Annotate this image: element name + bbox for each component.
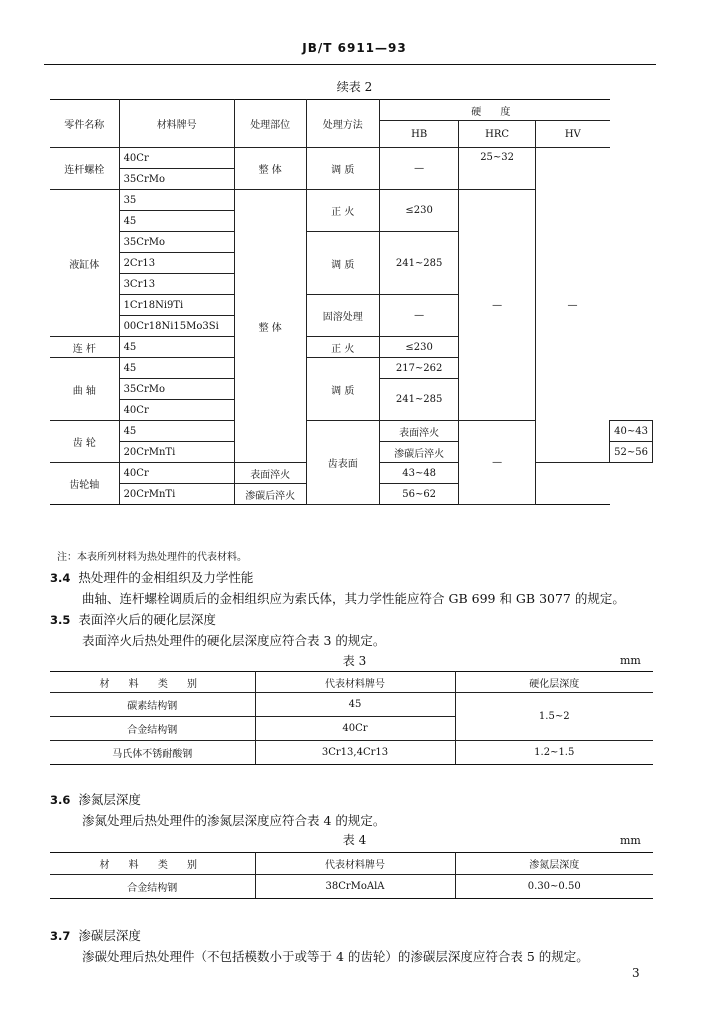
section-3-4-text: 曲轴、连杆螺栓调质后的金相组织应为索氏体，其力学性能应符合 GB 699 和 GB 3077 的规定。	[82, 591, 625, 606]
section-3-4-heading	[50, 568, 253, 586]
material-category-cell: 合金结构钢	[50, 717, 255, 741]
material-category-cell: 马氏体不锈耐酸钢	[50, 741, 255, 765]
material-cell: 45	[119, 421, 234, 442]
hrc-cell: 40~43	[610, 421, 653, 442]
depth-cell: 1.2~1.5	[455, 741, 653, 765]
rep-material-cell: 38CrMoAlA	[255, 875, 455, 899]
section-3-5-text: 表面淬火后热处理件的硬化层深度应符合表 3 的规定。	[82, 633, 386, 648]
method-cell: 正 火	[306, 337, 379, 358]
depth-cell: 0.30~0.50	[455, 875, 653, 899]
part-gear-shaft: 齿轮轴	[50, 463, 119, 505]
hb-cell: —	[459, 421, 536, 505]
material-category-cell: 合金结构钢	[50, 875, 255, 899]
hrc-cell: 25~32	[459, 148, 536, 190]
method-cell: 调 质	[306, 232, 379, 295]
hb-cell: ≤230	[380, 190, 459, 232]
header-material-category: 材 料 类 别	[50, 672, 255, 693]
method-cell: 渗碳后淬火	[380, 442, 459, 463]
section-number: 3.5	[50, 613, 71, 627]
table-4	[50, 852, 653, 899]
hb-cell: 241~285	[380, 379, 459, 421]
location-whole: 整 体	[234, 148, 306, 190]
material-cell: 2Cr13	[119, 253, 234, 274]
table3-unit: mm	[620, 654, 641, 667]
part-conrod-bolt: 连杆螺栓	[50, 148, 119, 190]
hb-cell: ≤230	[380, 337, 459, 358]
table2-note: 注：本表所列材料为热处理件的代表材料。	[57, 552, 247, 563]
section-number: 3.4	[50, 571, 71, 585]
method-cell: 正 火	[306, 190, 379, 232]
section-title: 表面淬火后的硬化层深度	[78, 612, 216, 627]
header-material-category: 材 料 类 别	[50, 853, 255, 875]
hb-cell: —	[380, 295, 459, 337]
table4-unit: mm	[620, 834, 641, 847]
hv-cell: —	[535, 148, 609, 463]
method-cell: 渗碳后淬火	[234, 484, 306, 505]
header-hb: HB	[380, 121, 459, 148]
section-3-7-heading	[50, 926, 141, 944]
material-cell: 45	[119, 211, 234, 232]
material-cell: 40Cr	[119, 463, 234, 484]
header-part: 零件名称	[50, 100, 119, 148]
hb-cell: 241~285	[380, 232, 459, 295]
material-cell: 20CrMnTi	[119, 442, 234, 463]
material-cell: 45	[119, 358, 234, 379]
method-cell: 调 质	[306, 148, 379, 190]
header-rep-material: 代表材料牌号	[255, 672, 455, 693]
table-3	[50, 671, 653, 765]
material-cell: 3Cr13	[119, 274, 234, 295]
hv-cell-empty	[535, 463, 609, 505]
part-conrod: 连 杆	[50, 337, 119, 358]
material-category-cell: 碳素结构钢	[50, 693, 255, 717]
section-3-6-heading	[50, 790, 141, 808]
table4-caption: 表 4	[342, 833, 367, 847]
page-number: 3	[632, 966, 640, 980]
depth-cell: 1.5~2	[455, 693, 653, 741]
section-3-6-text: 渗氮处理后热处理件的渗氮层深度应符合表 4 的规定。	[82, 813, 386, 828]
method-cell: 表面淬火	[234, 463, 306, 484]
section-title: 渗碳层深度	[78, 928, 141, 943]
section-title: 渗氮层深度	[78, 792, 141, 807]
rep-material-cell: 45	[255, 693, 455, 717]
material-cell: 35CrMo	[119, 232, 234, 253]
section-3-7-text: 渗碳处理后热处理件（不包括模数小于或等于 4 的齿轮）的渗碳层深度应符合表 5 的规定。	[82, 949, 589, 964]
material-cell: 40Cr	[119, 400, 234, 421]
hrc-cell: —	[459, 190, 536, 421]
part-cylinder: 液缸体	[50, 190, 119, 337]
header-location: 处理部位	[234, 100, 306, 148]
material-cell: 35CrMo	[119, 169, 234, 190]
section-number: 3.6	[50, 793, 71, 807]
hb-cell: —	[380, 148, 459, 190]
header-method: 处理方法	[306, 100, 379, 148]
table3-caption: 表 3	[342, 654, 367, 668]
header-rep-material: 代表材料牌号	[255, 853, 455, 875]
section-number: 3.7	[50, 929, 71, 943]
hrc-cell: 52~56	[610, 442, 653, 463]
rep-material-cell: 40Cr	[255, 717, 455, 741]
material-cell: 1Cr18Ni9Ti	[119, 295, 234, 316]
header-nitrided-depth: 渗氮层深度	[455, 853, 653, 875]
hb-cell: 217~262	[380, 358, 459, 379]
part-crankshaft: 曲 轴	[50, 358, 119, 421]
material-cell: 40Cr	[119, 148, 234, 169]
material-cell: 00Cr18Ni15Mo3Si	[119, 316, 234, 337]
material-cell: 35	[119, 190, 234, 211]
section-title: 热处理件的金相组织及力学性能	[78, 570, 254, 585]
location-tooth-surface: 齿表面	[306, 421, 379, 505]
method-cell: 调 质	[306, 358, 379, 421]
header-hrc: HRC	[459, 121, 536, 148]
table2-caption: 续表 2	[336, 80, 373, 94]
table-2	[50, 99, 653, 505]
material-cell: 20CrMnTi	[119, 484, 234, 505]
method-cell: 固溶处理	[306, 295, 379, 337]
hrc-cell: 43~48	[380, 463, 459, 484]
hrc-cell: 56~62	[380, 484, 459, 505]
header-hv: HV	[535, 121, 609, 148]
header-hardened-depth: 硬化层深度	[455, 672, 653, 693]
material-cell: 45	[119, 337, 234, 358]
part-gear: 齿 轮	[50, 421, 119, 463]
method-cell: 表面淬火	[380, 421, 459, 442]
rep-material-cell: 3Cr13,4Cr13	[255, 741, 455, 765]
header-material: 材料牌号	[119, 100, 234, 148]
header-rule	[44, 64, 656, 65]
header-hardness: 硬 度	[380, 100, 610, 121]
section-3-5-heading	[50, 610, 216, 628]
location-whole: 整 体	[234, 190, 306, 463]
document-code: JB/T 6911—93	[302, 41, 407, 55]
material-cell: 35CrMo	[119, 379, 234, 400]
